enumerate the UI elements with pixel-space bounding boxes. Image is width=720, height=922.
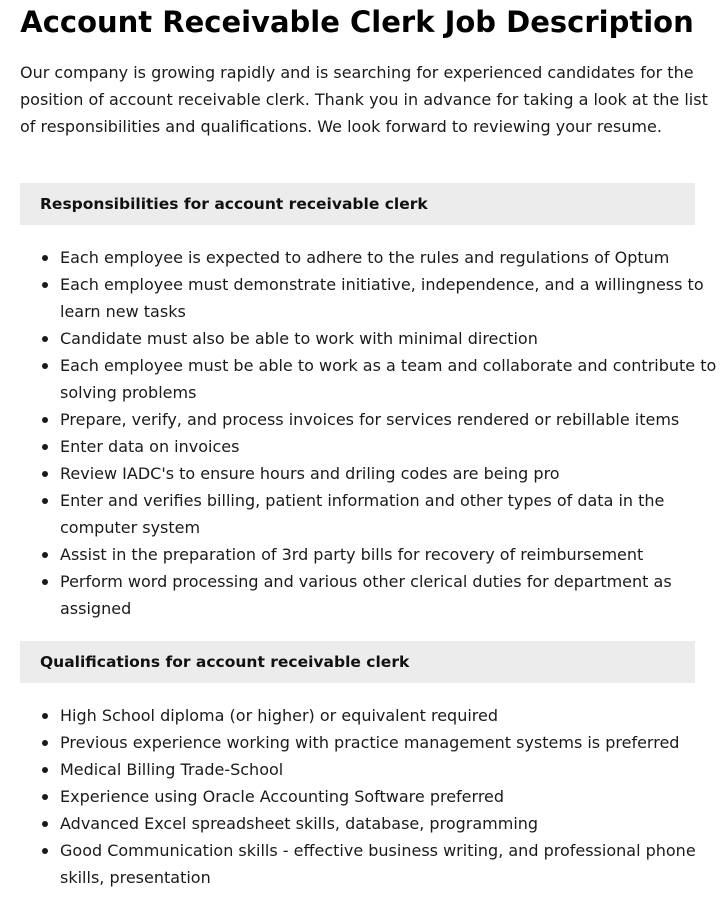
intro-paragraph: Our company is growing rapidly and is searching for experienced candidates for the position of account receivable clerk. Thank you in advance for taking a look at the list of responsibilities and qualifications. We look forward to reviewing your resume.: [20, 63, 708, 136]
qualification-item: Experience using Oracle Accounting Software preferred: [60, 783, 720, 810]
qualifications-list: [40, 702, 720, 891]
responsibility-item: Candidate must also be able to work with minimal direction: [60, 325, 720, 352]
qualification-item: Good Communication skills - effective business writing, and professional phone skills, presentation: [60, 837, 720, 891]
responsibility-item: Each employee must be able to work as a team and collaborate and contribute to solving problems: [60, 352, 720, 406]
responsibility-item: Each employee is expected to adhere to the rules and regulations of Optum: [60, 244, 720, 271]
responsibility-item: Prepare, verify, and process invoices for services rendered or rebillable items: [60, 406, 720, 433]
qualification-item: Previous experience working with practice management systems is preferred: [60, 729, 720, 756]
responsibility-item: Enter and verifies billing, patient information and other types of data in the computer system: [60, 487, 720, 541]
qualification-item: Medical Billing Trade-School: [60, 756, 720, 783]
responsibilities-heading: Responsibilities for account receivable clerk: [20, 183, 695, 225]
responsibility-item: Review IADC's to ensure hours and driling codes are being pro: [60, 460, 720, 487]
responsibilities-list: [40, 244, 720, 622]
responsibility-item: Each employee must demonstrate initiative, independence, and a willingness to learn new tasks: [60, 271, 720, 325]
responsibility-item: Perform word processing and various other clerical duties for department as assigned: [60, 568, 720, 622]
qualification-item: Advanced Excel spreadsheet skills, database, programming: [60, 810, 720, 837]
responsibility-item: Assist in the preparation of 3rd party bills for recovery of reimbursement: [60, 541, 720, 568]
qualification-item: High School diploma (or higher) or equivalent required: [60, 702, 720, 729]
responsibility-item: Enter data on invoices: [60, 433, 720, 460]
page-title: Account Receivable Clerk Job Description: [20, 5, 694, 39]
qualifications-heading: Qualifications for account receivable clerk: [20, 641, 695, 683]
